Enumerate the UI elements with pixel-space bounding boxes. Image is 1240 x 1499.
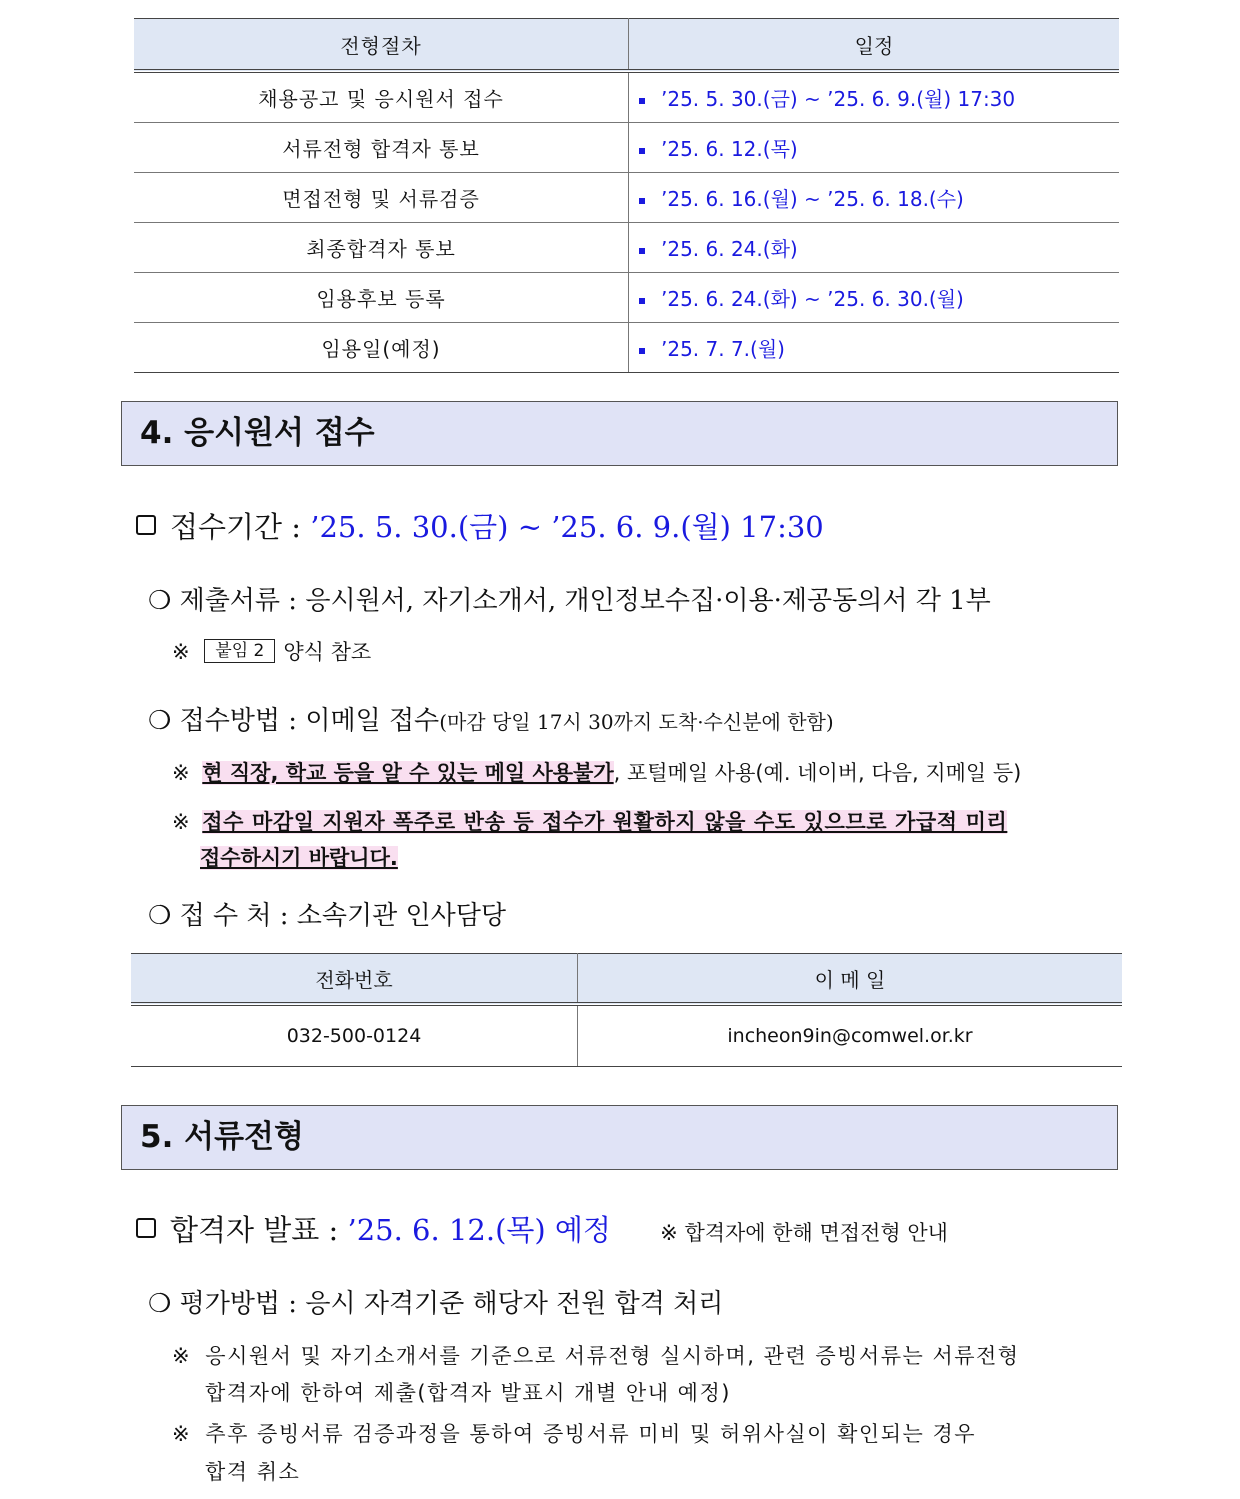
schedule-step: 면접전형 및 서류검증 [134, 173, 629, 223]
method-note-1 [172, 757, 1021, 787]
note-mark: ※ [172, 1344, 192, 1368]
attachment-tag: 붙임 2 [204, 639, 275, 663]
docs-label: 제출서류 : 응시원서, 자기소개서, 개인정보수집·이용·제공동의서 각 1부 [179, 586, 991, 616]
schedule-step: 임용일(예정) [134, 323, 629, 373]
bullet-square-icon [639, 148, 645, 154]
table-row [134, 123, 1119, 173]
contact-phone: 032-500-0124 [131, 1004, 578, 1067]
contact-email[interactable]: incheon9in@comwel.or.kr [578, 1004, 1123, 1067]
place-label: 접 수 처 : 소속기관 인사담당 [179, 901, 506, 931]
schedule-date [629, 273, 1120, 323]
eval-note-1-cont [205, 1377, 731, 1407]
schedule-date [629, 173, 1120, 223]
schedule-date-text: ’25. 6. 16.(월) ~ ’25. 6. 18.(수) [661, 187, 964, 211]
bullet-square-icon [639, 348, 645, 354]
submit-docs [148, 580, 991, 617]
note1-rest: , 포털메일 사용(예. 네이버, 다음, 지메일 등) [613, 761, 1022, 785]
eval-note2-line1: 추후 증빙서류 검증과정을 통하여 증빙서류 미비 및 허위사실이 확인되는 경우 [205, 1422, 977, 1446]
eval-note-2-cont [205, 1456, 300, 1486]
bullet-square-icon [639, 298, 645, 304]
eval-note-2 [172, 1418, 976, 1448]
schedule-date [629, 71, 1120, 123]
contact-table [131, 953, 1122, 1067]
note-mark: ※ [172, 640, 190, 664]
section-5-title: 5. 서류전형 [121, 1105, 1118, 1170]
schedule-step: 서류전형 합격자 통보 [134, 123, 629, 173]
schedule-header-row [134, 19, 1119, 72]
announce-note: ※ 합격자에 한해 면접전형 안내 [660, 1221, 948, 1245]
eval-method [148, 1283, 723, 1320]
eval-note2-line2: 합격 취소 [205, 1460, 301, 1484]
note-mark: ※ [172, 810, 190, 834]
note2-line2: 접수하시기 바랍니다. [200, 846, 398, 870]
method-note-2 [172, 806, 1007, 836]
note1-highlight: 현 직장, 학교 등을 알 수 있는 메일 사용불가 [202, 761, 614, 785]
eval-note1-line2: 합격자에 한하여 제출(합격자 발표시 개별 안내 예정) [205, 1381, 731, 1405]
circle-bullet-icon: ❍ [148, 586, 172, 616]
contact-header-row [131, 954, 1122, 1005]
table-row [134, 273, 1119, 323]
section-4-title: 4. 응시원서 접수 [121, 401, 1118, 466]
schedule-date-text: ’25. 7. 7.(월) [661, 337, 785, 361]
table-row [134, 71, 1119, 123]
eval-note-1 [172, 1340, 1020, 1370]
note-mark: ※ [172, 1422, 192, 1446]
method-detail: (마감 당일 17시 30까지 도착·수신분에 한함) [439, 710, 834, 734]
eval-note1-line1: 응시원서 및 자기소개서를 기준으로 서류전형 실시하며, 관련 증빙서류는 서류전형 [205, 1344, 1020, 1368]
circle-bullet-icon: ❍ [148, 1289, 172, 1319]
period-label: 접수기간 : [170, 510, 302, 544]
table-row [134, 173, 1119, 223]
schedule-date-text: ’25. 6. 24.(화) [661, 237, 798, 261]
table-row [134, 223, 1119, 273]
bullet-square-icon [639, 248, 645, 254]
method-label: 접수방법 : 이메일 접수 [179, 706, 440, 736]
schedule-date-text: ’25. 5. 30.(금) ~ ’25. 6. 9.(월) 17:30 [661, 87, 1016, 111]
circle-bullet-icon: ❍ [148, 901, 172, 931]
schedule-step: 임용후보 등록 [134, 273, 629, 323]
schedule-header-step: 전형절차 [134, 19, 629, 72]
bullet-square-icon [639, 98, 645, 104]
schedule-table [134, 18, 1119, 373]
contact-header-phone: 전화번호 [131, 954, 578, 1005]
eval-label: 평가방법 : 응시 자격기준 해당자 전원 합격 처리 [179, 1289, 724, 1319]
schedule-date [629, 323, 1120, 373]
table-row [134, 323, 1119, 373]
docs-note-text: 양식 참조 [283, 640, 372, 664]
schedule-date-text: ’25. 6. 24.(화) ~ ’25. 6. 30.(월) [661, 287, 964, 311]
period-value: ’25. 5. 30.(금) ~ ’25. 6. 9.(월) 17:30 [310, 510, 824, 544]
checkbox-square-icon [136, 1218, 156, 1238]
schedule-date-text: ’25. 6. 12.(목) [661, 137, 798, 161]
submit-place [148, 895, 506, 932]
schedule-date [629, 223, 1120, 273]
schedule-step: 채용공고 및 응시원서 접수 [134, 71, 629, 123]
bullet-square-icon [639, 198, 645, 204]
checkbox-square-icon [136, 515, 156, 535]
note-mark: ※ [172, 761, 190, 785]
schedule-header-date: 일정 [629, 19, 1120, 72]
docs-note [172, 636, 371, 666]
schedule-date [629, 123, 1120, 173]
contact-header-email: 이 메 일 [578, 954, 1123, 1005]
circle-bullet-icon: ❍ [148, 706, 172, 736]
method-note-2-cont [200, 842, 398, 872]
table-row [131, 1004, 1122, 1067]
announce-value: ’25. 6. 12.(목) 예정 [347, 1213, 611, 1247]
pass-announcement [136, 1208, 948, 1249]
submit-method [148, 700, 834, 737]
announce-label: 합격자 발표 : [170, 1213, 339, 1247]
schedule-step: 최종합격자 통보 [134, 223, 629, 273]
note2-line1: 접수 마감일 지원자 폭주로 반송 등 접수가 원활하지 않을 수도 있으므로 가급적 미리 [202, 810, 1008, 834]
application-period [136, 505, 824, 546]
